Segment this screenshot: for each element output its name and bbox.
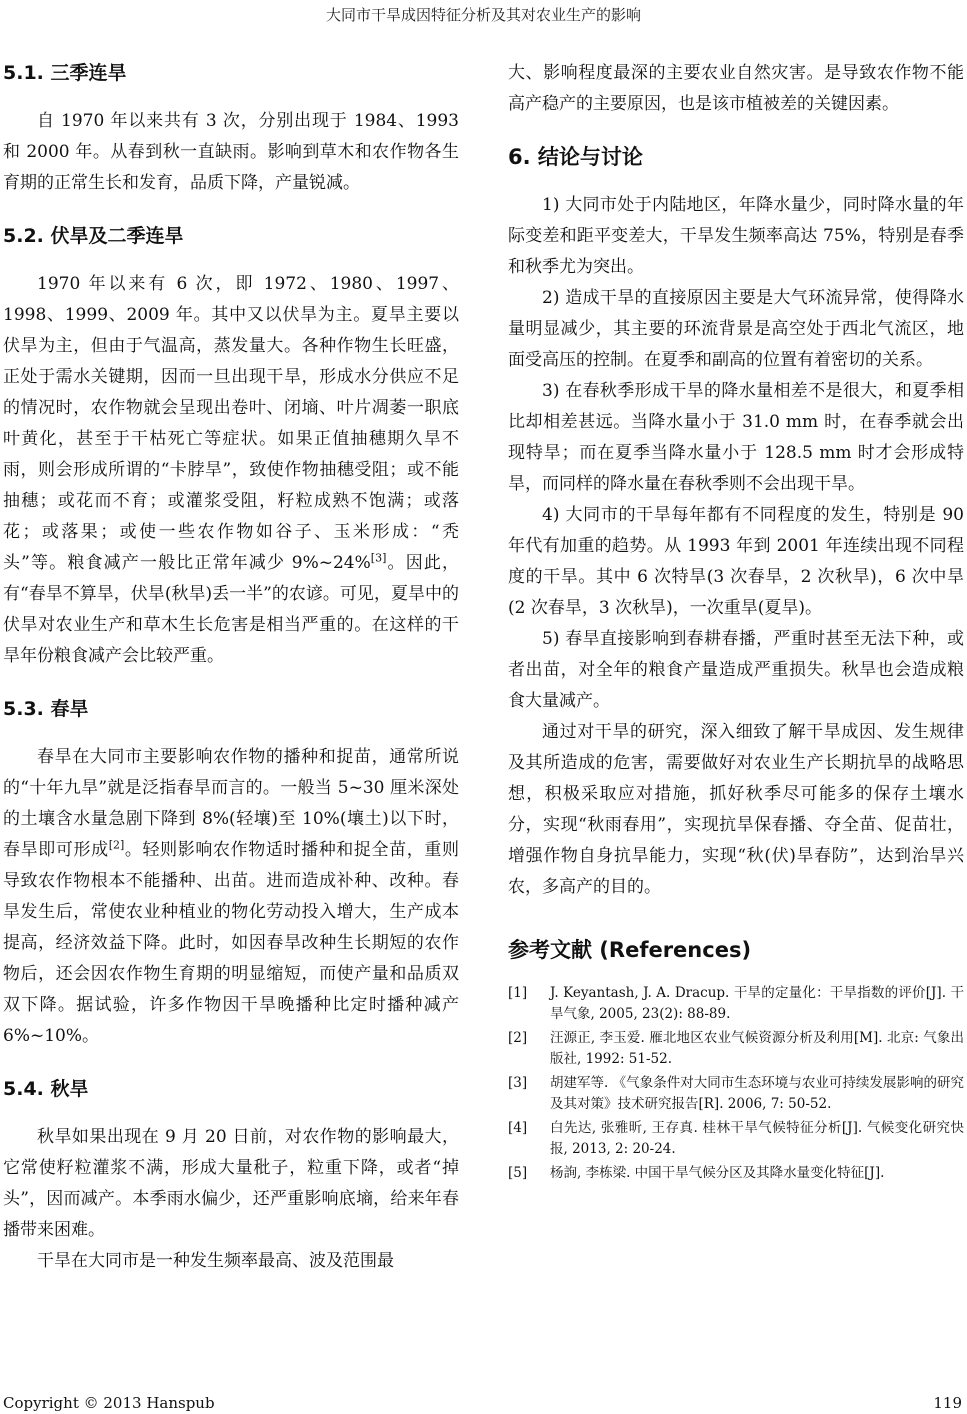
section-5-1-paragraph: 自 1970 年以来共有 3 次，分别出现于 1984、1993 和 2000 年。从春到秋一直缺雨。影响到草木和农作物各生育期的正常生长和发育，品质下降，产量锐减。 <box>3 111 459 193</box>
section-6-title: 6. 结论与讨论 <box>508 145 643 169</box>
reference-number: [4] <box>508 1120 528 1136</box>
conclusion-5: 5) 春旱直接影响到春耕春播，严重时甚至无法下种，或者出苗，对全年的粮食产量造成严重损失。秋旱也会造成粮食大量减产。 <box>508 629 964 711</box>
conclusion-4: 4) 大同市的干旱每年都有不同程度的发生，特别是 90 年代有加重的趋势。从 1993 年到 2001 年连续出现不同程度的干旱。其中 6 次特旱(3 次春旱，2 次秋旱)，6 次中旱(2 次春旱，3 次秋旱)，一次重旱(夏旱)。 <box>508 505 964 618</box>
section-5-4-paragraph-1: 秋旱如果出现在 9 月 20 日前，对农作物的影响最大，它常使籽粒灌浆不满，形成大量秕子，粒重下降，或者“掉头”，因而减产。本季雨水偏少，还严重影响底墒，给来年春播带来困难。 <box>3 1127 459 1240</box>
section-5-2-text-b: 。因此，有“春旱不算旱，伏旱(秋旱)丢一半”的农谚。可见，夏旱中的伏旱对农业生产和草木生长危害是相当严重的。在这样的干旱年份粮食减产会比较严重。 <box>3 553 460 666</box>
section-5-1-title: 5.1. 三季连旱 <box>3 62 127 84</box>
reference-text: J. Keyantash, J. A. Dracup. 干旱的定量化：干旱指数的评价[J]. 干旱气象, 2005, 23(2): 88-89. <box>550 985 964 1022</box>
citation-2[interactable]: [2] <box>108 838 125 852</box>
reference-item <box>508 1073 964 1115</box>
section-5-4-title: 5.4. 秋旱 <box>3 1078 89 1100</box>
reference-number: [2] <box>508 1030 528 1046</box>
reference-item <box>508 1028 964 1070</box>
left-column <box>3 58 459 1277</box>
references-list <box>508 983 964 1184</box>
conclusion-2: 2) 造成干旱的直接原因主要是大气环流异常，使得降水量明显减少，其主要的环流背景是高空处于西北气流区，地面受高压的控制。在夏季和副高的位置有着密切的关系。 <box>508 288 964 370</box>
section-5-3-title: 5.3. 春旱 <box>3 698 89 720</box>
citation-3[interactable]: [3] <box>370 551 387 565</box>
section-5-2-paragraph <box>3 269 459 672</box>
reference-number: [1] <box>508 985 528 1001</box>
reference-item <box>508 1163 964 1184</box>
section-5-3-text-b: 。轻则影响农作物适时播种和捉全苗，重则导致农作物根本不能播种、出苗。进而造成补种、改种。春旱发生后，常使农业种植业的物化劳动投入增大，生产成本提高，经济效益下降。此时，如因春旱改种生长期短的农作物后，还会因农作物生育期的明显缩短，而使产量和品质双双下降。据试验，许多作物因干旱晚播种比定时播种减产 6%~10%。 <box>3 840 460 1046</box>
footer-copyright: Copyright © 2013 Hanspub <box>3 1394 215 1412</box>
section-5-4-paragraph-2: 干旱在大同市是一种发生频率最高、波及范围最 <box>37 1251 394 1271</box>
section-5-3-paragraph <box>3 742 459 1052</box>
reference-item <box>508 1118 964 1160</box>
references-title: 参考文献 (References) <box>508 938 752 962</box>
conclusion-3: 3) 在春秋季形成干旱的降水量相差不是很大，和夏季相比却相差甚远。当降水量小于 31.0 mm 时，在春季就会出现特旱；而在夏季当降水量小于 128.5 mm 时才会形成特旱，而同样的降水量在春秋季则不会出现干旱。 <box>508 381 964 494</box>
conclusion-summary: 通过对干旱的研究，深入细致了解干旱成因、发生规律及其所造成的危害，需要做好对农业生产长期抗旱的战略思想，积极采取应对措施，抓好秋季尽可能多的保存土壤水分，实现“秋雨春用”，实现抗旱保春播、夺全苗、促苗壮，增强作物自身抗旱能力，实现“秋(伏)旱春防”，达到治旱兴农，多高产的目的。 <box>508 722 964 897</box>
reference-number: [5] <box>508 1165 528 1181</box>
reference-number: [3] <box>508 1075 528 1091</box>
right-column <box>508 58 964 1187</box>
continued-paragraph: 大、影响程度最深的主要农业自然灾害。是导致农作物不能高产稳产的主要原因，也是该市植被差的关键因素。 <box>508 63 964 114</box>
footer-page-number: 119 <box>933 1394 962 1412</box>
running-head: 大同市干旱成因特征分析及其对农业生产的影响 <box>325 6 641 24</box>
reference-text: 杨詢, 李栋梁. 中国干旱气候分区及其降水量变化特征[J]. <box>550 1165 885 1181</box>
reference-text: 汪源正, 李玉爱. 雁北地区农业气候资源分析及利用[M]. 北京: 气象出版社, 1992: 51-52. <box>550 1030 964 1067</box>
reference-text: 白先达, 张雅昕, 王存真. 桂林干旱气候特征分析[J]. 气候变化研究快报, 2013, 2: 20-24. <box>550 1120 964 1157</box>
section-5-3-text-a: 春旱在大同市主要影响农作物的播种和捉苗，通常所说的“十年九旱”就是泛指春旱而言的。一般当 5~30 厘米深处的土壤含水量急剧下降到 8%(轻壤)至 10%(壤土)以下时，春旱即可形成 <box>3 747 459 860</box>
conclusion-1: 1) 大同市处于内陆地区，年降水量少，同时降水量的年际变差和距平变差大，干旱发生频率高达 75%，特别是春季和秋季尤为突出。 <box>508 195 964 277</box>
section-5-2-text-a: 1970 年以来有 6 次，即 1972、1980、1997、1998、1999、2009 年。其中又以伏旱为主。夏旱主要以伏旱为主，但由于气温高，蒸发量大。各种作物生长旺盛，正处于需水关键期，因而一旦出现干旱，形成水分供应不足的情况时，农作物就会呈现出卷叶、闭墒、叶片凋萎一职底叶黄化，甚至于干枯死亡等症状。如果正值抽穗期久旱不雨，则会形成所谓的“卡脖旱”，致使作物抽穗受阻；或不能抽穗；或花而不育；或灌浆受阻，籽粒成熟不饱满；或落花；或落果；或使一些农作物如谷子、玉米形成：“秃头”等。粮食减产一般比正常年减少 9%~24% <box>3 274 459 573</box>
reference-item <box>508 983 964 1025</box>
reference-text: 胡建军等. 《气象条件对大同市生态环境与农业可持续发展影响的研究及其对策》技术研究报告[R]. 2006, 7: 50-52. <box>550 1075 964 1112</box>
section-5-2-title: 5.2. 伏旱及二季连旱 <box>3 225 184 247</box>
